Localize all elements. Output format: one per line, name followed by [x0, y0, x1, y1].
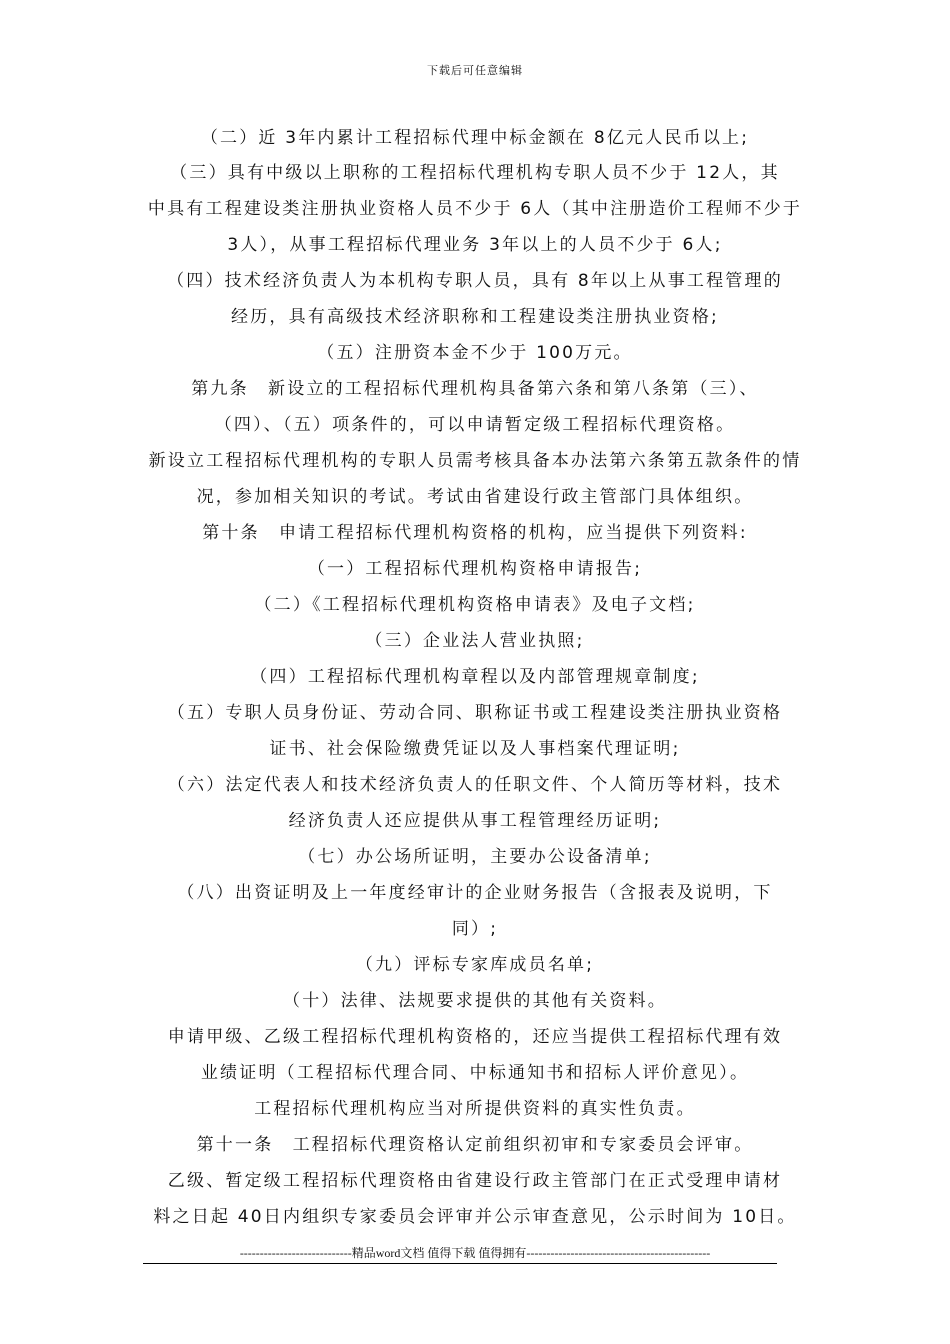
text-line: 经济负责人还应提供从事工程管理经历证明;: [288, 811, 662, 831]
list-item: （四）工程招标代理机构章程以及内部管理规章制度;: [250, 667, 700, 687]
text-line: （五）注册资本金不少于 100万元。: [317, 343, 633, 363]
text-line: （二）近 3年内累计工程招标代理中标金额在 8亿元人民币以上;: [200, 128, 750, 148]
list-item: （七）办公场所证明，主要办公设备清单;: [298, 847, 652, 867]
text-line: 中具有工程建设类注册执业资格人员不少于 6人（其中注册造价工程师不少于: [147, 199, 803, 219]
text-line: 申请甲级、乙级工程招标代理机构资格的，还应当提供工程招标代理有效: [167, 1027, 783, 1047]
list-item: （五）专职人员身份证、劳动合同、职称证书或工程建设类注册执业资格: [167, 703, 783, 723]
text-line: 同）;: [451, 919, 499, 939]
text-line: 经历，具有高级技术经济职称和工程建设类注册执业资格;: [231, 307, 719, 327]
text-line: 乙级、暂定级工程招标代理资格由省建设行政主管部门在正式受理申请材: [167, 1171, 783, 1191]
list-item: （八）出资证明及上一年度经审计的企业财务报告（含报表及说明，下: [177, 883, 773, 903]
article-heading: 第九条 新设立的工程招标代理机构具备第六条和第八条第（三）、: [191, 379, 759, 399]
page-footer: ----------------------------精品word文档 值得下载 值得拥有----------------------------------------------: [239, 1246, 711, 1260]
text-line: 工程招标代理机构应当对所提供资料的真实性负责。: [254, 1099, 696, 1119]
text-line: （四）技术经济负责人为本机构专职人员，具有 8年以上从事工程管理的: [167, 271, 783, 291]
text-line: （四）、（五）项条件的，可以申请暂定级工程招标代理资格。: [214, 415, 736, 435]
text-line: 况，参加相关知识的考试。考试由省建设行政主管部门具体组织。: [196, 487, 754, 507]
list-item: （六）法定代表人和技术经济负责人的任职文件、个人简历等材料，技术: [167, 775, 783, 795]
article-heading: 第十条 申请工程招标代理机构资格的机构，应当提供下列资料:: [202, 523, 748, 543]
list-item: （一）工程招标代理机构资格申请报告;: [307, 559, 643, 579]
text-line: 料之日起 40日内组织专家委员会评审并公示审查意见，公示时间为 10日。: [153, 1207, 797, 1227]
list-item: （二）《工程招标代理机构资格申请表》及电子文档;: [254, 595, 696, 615]
text-line: 3人），从事工程招标代理业务 3年以上的人员不少于 6人;: [227, 235, 723, 255]
page-header: 下载后可任意编辑: [427, 64, 523, 77]
footer-divider: [143, 1263, 777, 1264]
article-heading: 第十一条 工程招标代理资格认定前组织初审和专家委员会评审。: [196, 1135, 754, 1155]
text-line: 证书、社会保险缴费凭证以及人事档案代理证明;: [269, 739, 681, 759]
text-line: 业绩证明（工程招标代理合同、中标通知书和招标人评价意见）。: [200, 1063, 750, 1083]
list-item: （十）法律、法规要求提供的其他有关资料。: [283, 991, 667, 1011]
list-item: （三）企业法人营业执照;: [365, 631, 585, 651]
list-item: （九）评标专家库成员名单;: [355, 955, 595, 975]
text-line: 新设立工程招标代理机构的专职人员需考核具备本办法第六条第五款条件的情: [148, 451, 802, 471]
text-line: （三）具有中级以上职称的工程招标代理机构专职人员不少于 12人，其: [170, 163, 780, 183]
